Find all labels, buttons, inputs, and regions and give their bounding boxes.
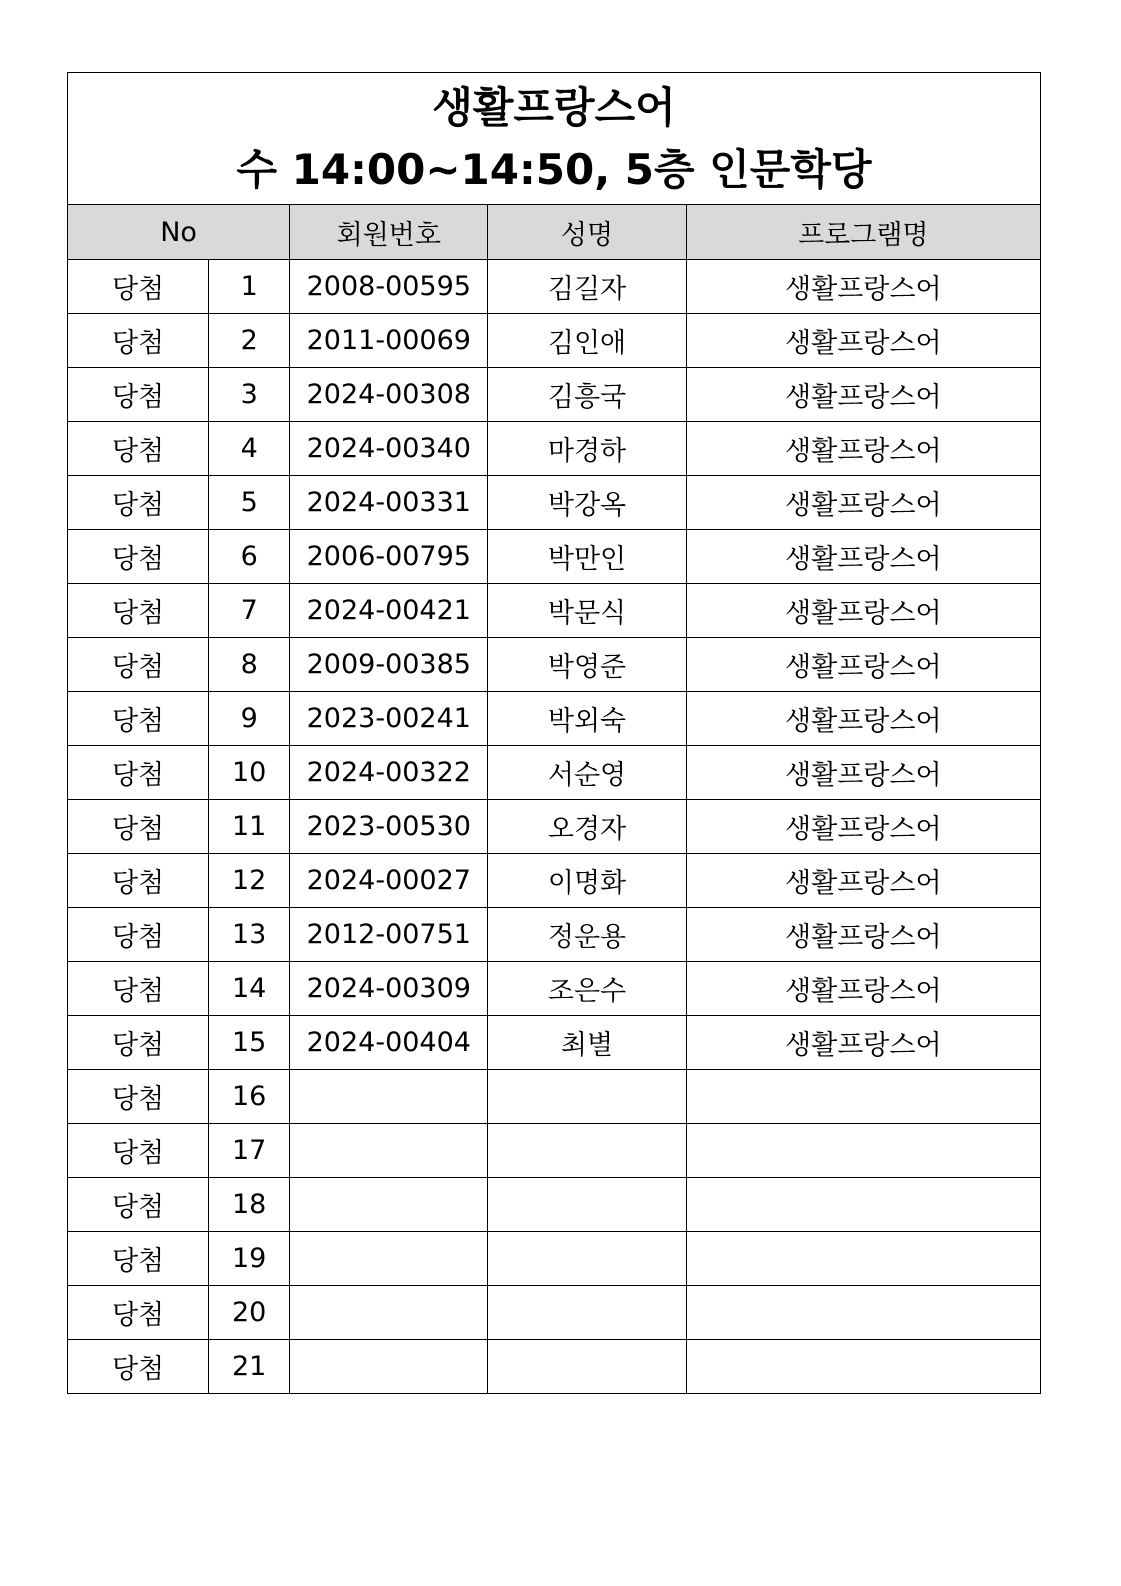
cell-status: 당첨: [68, 1124, 209, 1178]
cell-status: 당첨: [68, 530, 209, 584]
cell-name: 박영준: [488, 638, 686, 692]
cell-member-id: 2009-00385: [290, 638, 488, 692]
cell-status: 당첨: [68, 800, 209, 854]
table-row: [68, 962, 1041, 1016]
cell-name: [488, 1232, 686, 1286]
table-row: [68, 1232, 1041, 1286]
cell-status: 당첨: [68, 1070, 209, 1124]
cell-program: 생활프랑스어: [686, 1016, 1040, 1070]
cell-member-id: [290, 1232, 488, 1286]
cell-program: 생활프랑스어: [686, 746, 1040, 800]
table-row: [68, 1016, 1041, 1070]
table-row: [68, 908, 1041, 962]
cell-number: 9: [209, 692, 290, 746]
cell-program: 생활프랑스어: [686, 908, 1040, 962]
cell-member-id: [290, 1124, 488, 1178]
cell-name: [488, 1178, 686, 1232]
cell-member-id: [290, 1178, 488, 1232]
cell-member-id: 2024-00421: [290, 584, 488, 638]
cell-number: 10: [209, 746, 290, 800]
header-program: 프로그램명: [686, 205, 1040, 260]
cell-member-id: 2024-00308: [290, 368, 488, 422]
cell-name: 박강옥: [488, 476, 686, 530]
cell-number: 7: [209, 584, 290, 638]
cell-program: [686, 1070, 1040, 1124]
cell-name: 이명화: [488, 854, 686, 908]
cell-number: 14: [209, 962, 290, 1016]
cell-name: [488, 1286, 686, 1340]
cell-name: 조은수: [488, 962, 686, 1016]
cell-program: [686, 1178, 1040, 1232]
cell-status: 당첨: [68, 314, 209, 368]
cell-number: 12: [209, 854, 290, 908]
cell-member-id: 2024-00027: [290, 854, 488, 908]
table-row: [68, 314, 1041, 368]
cell-program: 생활프랑스어: [686, 530, 1040, 584]
cell-program: [686, 1124, 1040, 1178]
cell-status: 당첨: [68, 854, 209, 908]
cell-number: 11: [209, 800, 290, 854]
cell-number: 18: [209, 1178, 290, 1232]
table-row: [68, 476, 1041, 530]
cell-status: 당첨: [68, 422, 209, 476]
cell-number: 17: [209, 1124, 290, 1178]
cell-status: 당첨: [68, 1178, 209, 1232]
cell-name: 박만인: [488, 530, 686, 584]
cell-number: 13: [209, 908, 290, 962]
cell-status: 당첨: [68, 638, 209, 692]
cell-name: 정운용: [488, 908, 686, 962]
cell-member-id: [290, 1340, 488, 1394]
cell-member-id: [290, 1070, 488, 1124]
table-row: [68, 530, 1041, 584]
cell-program: 생활프랑스어: [686, 368, 1040, 422]
cell-status: 당첨: [68, 962, 209, 1016]
cell-program: 생활프랑스어: [686, 692, 1040, 746]
cell-status: 당첨: [68, 1340, 209, 1394]
cell-number: 5: [209, 476, 290, 530]
cell-program: 생활프랑스어: [686, 638, 1040, 692]
cell-status: 당첨: [68, 746, 209, 800]
cell-name: 김길자: [488, 260, 686, 314]
table-row: [68, 1286, 1041, 1340]
cell-name: 마경하: [488, 422, 686, 476]
cell-program: 생활프랑스어: [686, 584, 1040, 638]
cell-status: 당첨: [68, 584, 209, 638]
table-row: [68, 422, 1041, 476]
cell-name: 서순영: [488, 746, 686, 800]
cell-status: 당첨: [68, 908, 209, 962]
cell-status: 당첨: [68, 476, 209, 530]
table-row: [68, 854, 1041, 908]
cell-program: [686, 1286, 1040, 1340]
header-member-id: 회원번호: [290, 205, 488, 260]
cell-program: 생활프랑스어: [686, 800, 1040, 854]
cell-number: 21: [209, 1340, 290, 1394]
cell-number: 8: [209, 638, 290, 692]
table-row: [68, 1124, 1041, 1178]
cell-program: 생활프랑스어: [686, 476, 1040, 530]
cell-number: 1: [209, 260, 290, 314]
cell-status: 당첨: [68, 1286, 209, 1340]
cell-number: 4: [209, 422, 290, 476]
cell-status: 당첨: [68, 260, 209, 314]
table-row: [68, 746, 1041, 800]
cell-program: 생활프랑스어: [686, 962, 1040, 1016]
cell-status: 당첨: [68, 1232, 209, 1286]
cell-member-id: 2011-00069: [290, 314, 488, 368]
table-row: [68, 1340, 1041, 1394]
cell-member-id: 2024-00404: [290, 1016, 488, 1070]
cell-program: [686, 1340, 1040, 1394]
cell-number: 19: [209, 1232, 290, 1286]
header-name: 성명: [488, 205, 686, 260]
page-title: [68, 73, 1041, 205]
cell-number: 2: [209, 314, 290, 368]
cell-program: 생활프랑스어: [686, 422, 1040, 476]
cell-name: 오경자: [488, 800, 686, 854]
cell-program: [686, 1232, 1040, 1286]
winners-table: [67, 72, 1041, 1394]
cell-status: 당첨: [68, 1016, 209, 1070]
cell-member-id: 2006-00795: [290, 530, 488, 584]
cell-member-id: 2023-00530: [290, 800, 488, 854]
cell-name: 김인애: [488, 314, 686, 368]
cell-member-id: 2024-00340: [290, 422, 488, 476]
header-no: No: [68, 205, 290, 260]
cell-status: 당첨: [68, 368, 209, 422]
title-schedule: 수 14:00~14:50, 5층 인문학당: [236, 144, 872, 194]
cell-name: 박문식: [488, 584, 686, 638]
cell-status: 당첨: [68, 692, 209, 746]
cell-member-id: [290, 1286, 488, 1340]
cell-name: 김흥국: [488, 368, 686, 422]
cell-name: 최별: [488, 1016, 686, 1070]
table-row: [68, 692, 1041, 746]
cell-program: 생활프랑스어: [686, 314, 1040, 368]
header-row: [68, 205, 1041, 260]
cell-name: 박외숙: [488, 692, 686, 746]
cell-program: 생활프랑스어: [686, 260, 1040, 314]
table-row: [68, 584, 1041, 638]
table-row: [68, 800, 1041, 854]
title-row: [68, 73, 1041, 205]
table-row: [68, 638, 1041, 692]
cell-member-id: 2024-00331: [290, 476, 488, 530]
title-program: 생활프랑스어: [432, 82, 676, 132]
cell-number: 16: [209, 1070, 290, 1124]
table-row: [68, 1070, 1041, 1124]
cell-name: [488, 1070, 686, 1124]
cell-number: 15: [209, 1016, 290, 1070]
cell-number: 6: [209, 530, 290, 584]
cell-member-id: 2012-00751: [290, 908, 488, 962]
cell-program: 생활프랑스어: [686, 854, 1040, 908]
cell-name: [488, 1124, 686, 1178]
cell-member-id: 2008-00595: [290, 260, 488, 314]
cell-name: [488, 1340, 686, 1394]
table-row: [68, 1178, 1041, 1232]
cell-member-id: 2024-00322: [290, 746, 488, 800]
cell-member-id: 2023-00241: [290, 692, 488, 746]
cell-number: 20: [209, 1286, 290, 1340]
cell-member-id: 2024-00309: [290, 962, 488, 1016]
table-row: [68, 260, 1041, 314]
cell-number: 3: [209, 368, 290, 422]
table-row: [68, 368, 1041, 422]
